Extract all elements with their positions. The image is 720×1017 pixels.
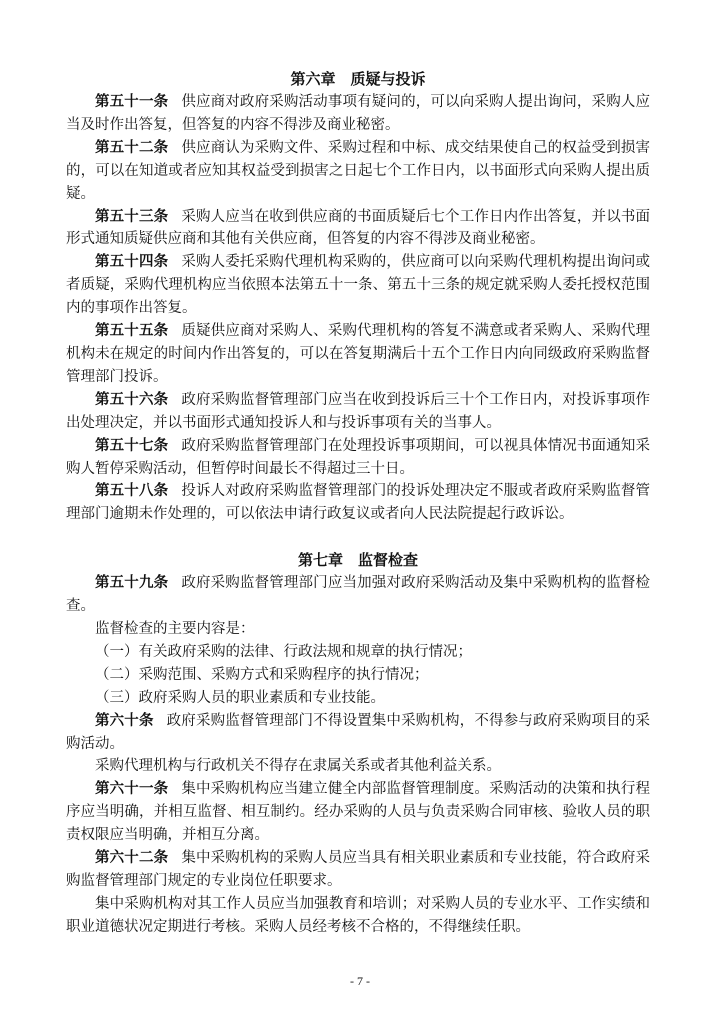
article-60 bbox=[66, 710, 650, 756]
article-text: 政府采购监督管理部门应当在收到投诉后三十个工作日内，对投诉事项作出处理决定，并以书面形式通知投诉人和与投诉事项有关的当事人。 bbox=[66, 391, 651, 431]
article-55 bbox=[66, 320, 650, 389]
list-item: （三）政府采购人员的职业素质和专业技能。 bbox=[95, 689, 385, 706]
article-59 bbox=[66, 572, 650, 618]
article-number: 第五十八条 bbox=[95, 483, 169, 500]
article-58 bbox=[66, 480, 650, 526]
article-number: 第五十一条 bbox=[95, 94, 169, 110]
article-number: 第六十条 bbox=[95, 712, 154, 729]
article-61 bbox=[66, 778, 650, 847]
article-62-paragraph-2: 集中采购机构对其工作人员应当加强教育和培训；对采购人员的专业水平、工作实绩和职业道德状况定期进行考核。采购人员经考核不合格的，不得继续任职。 bbox=[66, 895, 650, 935]
article-number: 第五十三条 bbox=[95, 208, 169, 225]
article-54 bbox=[66, 251, 650, 320]
article-51 bbox=[66, 91, 650, 137]
list-item: （二）采购范围、采购方式和采购程序的执行情况； bbox=[95, 666, 429, 683]
article-text: 采购人应当在收到供应商的书面质疑后七个工作日内作出答复，并以书面形式通知质疑供应商和其他有关供应商，但答复的内容不得涉及商业秘密。 bbox=[66, 208, 651, 248]
article-text: 政府采购监督管理部门应当加强对政府采购活动及集中采购机构的监督检查。 bbox=[66, 575, 651, 615]
article-number: 第五十六条 bbox=[95, 391, 169, 408]
article-text: 政府采购监督管理部门不得设置集中采购机构，不得参与政府采购项目的采购活动。 bbox=[66, 712, 651, 752]
list-item: （一）有关政府采购的法律、行政法规和规章的执行情况； bbox=[95, 643, 472, 660]
article-59-intro: 监督检查的主要内容是： bbox=[95, 621, 255, 638]
article-text: 投诉人对政府采购监督管理部门的投诉处理决定不服或者政府采购监督管理部门逾期未作处理的，可以依法申请行政复议或者向人民法院提起行政诉讼。 bbox=[66, 483, 651, 523]
article-text: 集中采购机构的采购人员应当具有相关职业素质和专业技能，符合政府采购监督管理部门规定的专业岗位任职要求。 bbox=[66, 850, 651, 889]
article-text: 供应商对政府采购活动事项有疑问的，可以向采购人提出询问，采购人应当及时作出答复，但答复的内容不得涉及商业秘密。 bbox=[66, 94, 651, 133]
article-text: 政府采购监督管理部门在处理投诉事项期间，可以视具体情况书面通知采购人暂停采购活动，但暂停时间最长不得超过三十日。 bbox=[66, 437, 651, 477]
article-number: 第五十二条 bbox=[95, 139, 169, 156]
article-number: 第六十二条 bbox=[95, 850, 169, 867]
article-number: 第五十五条 bbox=[95, 323, 169, 340]
article-text: 集中采购机构应当建立健全内部监督管理制度。采购活动的决策和执行程序应当明确，并相互监督、相互制约。经办采购的人员与负责采购合同审核、验收人员的职责权限应当明确，并相互分离。 bbox=[66, 781, 651, 844]
page-number: - 7 - bbox=[350, 974, 370, 988]
article-53 bbox=[66, 206, 650, 252]
article-number: 第五十九条 bbox=[95, 575, 169, 592]
article-52 bbox=[66, 137, 650, 206]
article-text: 采购人委托采购代理机构采购的，供应商可以向采购代理机构提出询问或者质疑，采购代理机构应当依照本法第五十一条、第五十三条的规定就采购人委托授权范围内的事项作出答复。 bbox=[66, 254, 651, 317]
chapter-title: 第七章 监督检查 bbox=[297, 551, 418, 570]
article-text: 质疑供应商对采购人、采购代理机构的答复不满意或者采购人、采购代理机构未在规定的时间内作出答复的，可以在答复期满后十五个工作日内向同级政府采购监督管理部门投诉。 bbox=[66, 323, 651, 385]
chapter-spacer bbox=[66, 526, 650, 549]
article-60-paragraph-2: 采购代理机构与行政机关不得存在隶属关系或者其他利益关系。 bbox=[95, 758, 501, 775]
article-text: 供应商认为采购文件、采购过程和中标、成交结果使自己的权益受到损害的，可以在知道或者应知其权益受到损害之日起七个工作日内，以书面形式向采购人提出质疑。 bbox=[66, 139, 651, 202]
document-body bbox=[66, 68, 650, 939]
article-number: 第六十一条 bbox=[95, 781, 169, 798]
chapter-title: 第六章 质疑与投诉 bbox=[290, 70, 426, 88]
article-number: 第五十四条 bbox=[95, 254, 169, 271]
article-56 bbox=[66, 389, 650, 435]
article-number: 第五十七条 bbox=[95, 437, 169, 454]
article-57 bbox=[66, 435, 650, 481]
article-62 bbox=[66, 847, 650, 893]
